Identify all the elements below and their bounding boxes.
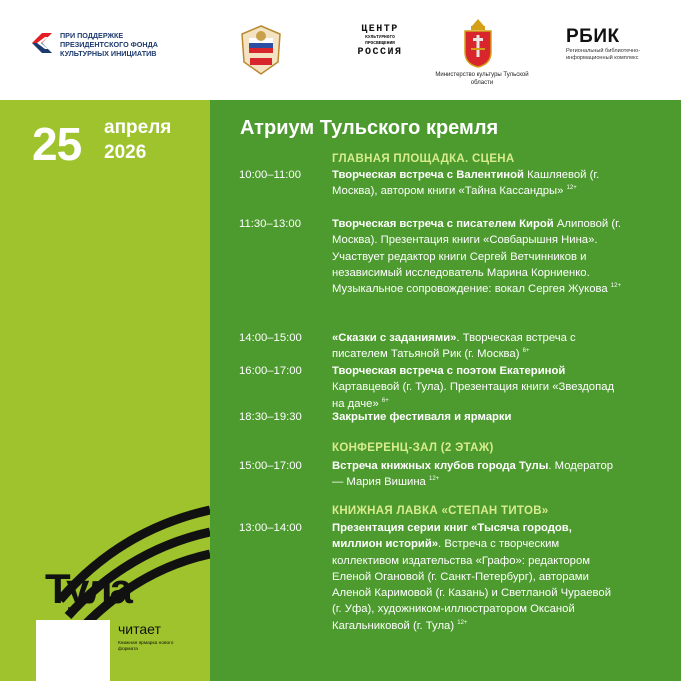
- date-year: 2026: [104, 142, 147, 163]
- event-time: 18:30–19:30: [239, 411, 302, 423]
- centr-line2: КУЛЬТУРНОГО ПРОСВЕЩЕНИЯ: [365, 35, 395, 46]
- event-description: [332, 363, 622, 412]
- event-time: 14:00–15:00: [239, 332, 302, 344]
- event-title: Встреча книжных клубов города Тулы: [332, 460, 549, 472]
- section-title: КОНФЕРЕНЦ-ЗАЛ (2 ЭТАЖ): [332, 442, 494, 454]
- tula-coat-of-arms-icon: [462, 18, 494, 68]
- event-description: [332, 167, 622, 200]
- event-time: 11:30–13:00: [239, 218, 301, 230]
- header-logos: [0, 0, 681, 100]
- event-title: Творческая встреча с Валентиной: [332, 169, 524, 181]
- event-title: Творческая встреча с писателем Кирой: [332, 218, 554, 230]
- event-time: 16:00–17:00: [239, 365, 302, 377]
- event-description: [332, 409, 622, 425]
- age-rating: 6+: [522, 348, 530, 355]
- event-text: Картавцевой (г. Тула). Презентация книги «Звездопад на даче»: [332, 381, 615, 410]
- event-title: «Сказки с заданиями»: [332, 332, 457, 344]
- event-title: Творческая встреча с поэтом Екатериной: [332, 365, 566, 377]
- date-day: 25: [32, 118, 82, 170]
- festival-emblem-icon: [240, 24, 282, 76]
- event-description: [332, 458, 622, 491]
- rbik-logo: [566, 26, 654, 70]
- ministry-caption: Министерство культуры Тульской области: [435, 72, 529, 86]
- logo-sub: читает: [118, 621, 161, 637]
- age-rating: 12+: [429, 476, 440, 483]
- pfki-mark-icon: [28, 30, 54, 56]
- age-rating: 12+: [610, 283, 621, 290]
- event-text: Алиповой (г. Москва). Презентация книги «Совбарышня Нина». Участвует редактор книги Сергей Ветчинников и независимый исследователь Марина Корниенко. Музыкальное сопровождение: вокал Сергея Жукова: [332, 218, 621, 296]
- event-text: Кашляевой (г. Москва), автором книги «Тайна Кассандры»: [332, 169, 600, 198]
- age-rating: 6+: [381, 397, 389, 404]
- event-time: 15:00–17:00: [239, 460, 302, 472]
- rbik-title: РБИК: [566, 26, 620, 47]
- logo-word: Тула: [45, 565, 130, 612]
- event-text: . Встреча с творческим коллективом издательства «Графо»: редактором Еленой Огановой (г. Санкт-Петербург), авторами Аленой Каримовой (г. Казань) и Светланой Чураевой (г. Уфа), художником-иллюстратором Оксаной Кагальниковой (г. Тула): [332, 538, 612, 632]
- event-text: . Модератор — Мария Вишина: [332, 460, 614, 489]
- event-description: [332, 216, 622, 297]
- section-title: КНИЖНАЯ ЛАВКА «СТЕПАН ТИТОВ»: [332, 505, 549, 517]
- centr-line3: РОССИЯ: [357, 47, 403, 58]
- rbik-caption: Региональный библиотечно-информационный комплекс: [566, 48, 641, 61]
- event-time: 13:00–14:00: [239, 522, 302, 534]
- centr-line1: ЦЕНТР: [361, 24, 399, 35]
- pfki-logo: [28, 28, 188, 64]
- ministry-logo: [432, 18, 532, 94]
- event-time: 10:00–11:00: [239, 169, 301, 181]
- venue-title: Атриум Тульского кремля: [240, 117, 499, 139]
- age-rating: 12+: [457, 620, 468, 627]
- centr-logo: [354, 24, 406, 68]
- date-month: апреля: [104, 117, 172, 138]
- age-rating: 12+: [566, 185, 577, 192]
- event-description: [332, 330, 622, 363]
- event-title: Презентация серии книг «Тысяча городов, миллион историй»: [332, 522, 572, 551]
- pfki-text: ПРИ ПОДДЕРЖКЕ ПРЕЗИДЕНТСКОГО ФОНДА КУЛЬТУРНЫХ ИНИЦИАТИВ: [60, 31, 158, 58]
- event-title: Закрытие фестиваля и ярмарки: [332, 411, 512, 423]
- event-description: [332, 520, 622, 634]
- section-title: ГЛАВНАЯ ПЛОЩАДКА. СЦЕНА: [332, 153, 515, 165]
- event-text: . Творческая встреча с писателем Татьяной Рик (г. Москва): [332, 332, 576, 361]
- logo-fest-caption: Книжная ярмарка нового формата: [118, 641, 174, 652]
